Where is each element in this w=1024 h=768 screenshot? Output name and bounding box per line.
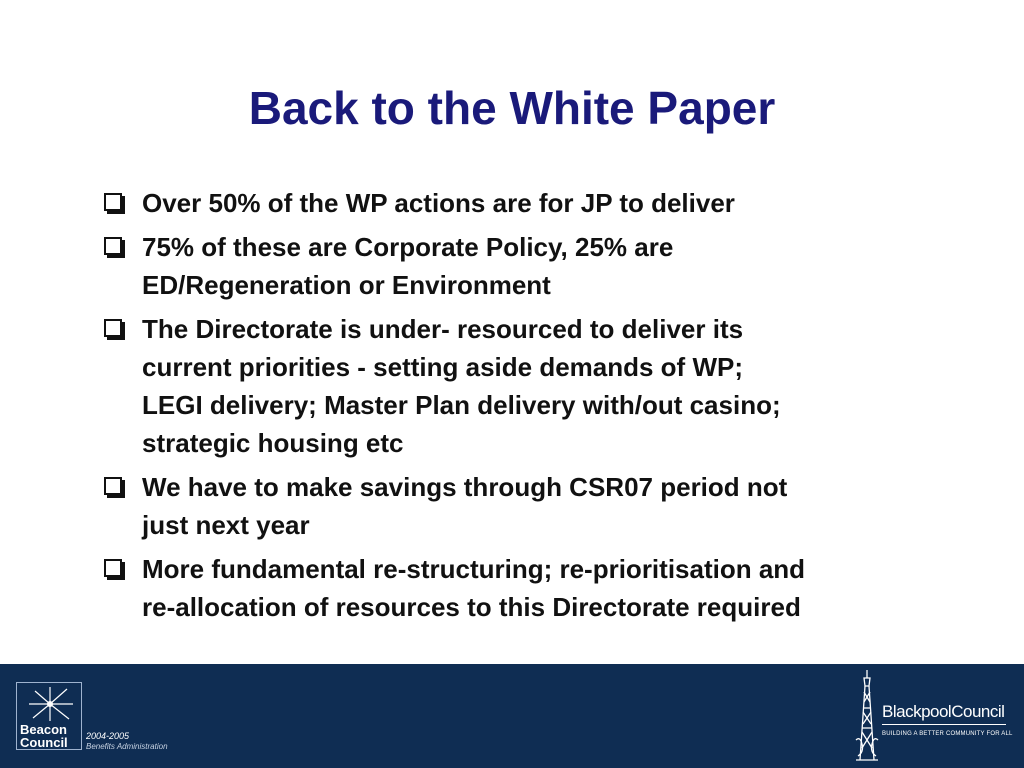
council-word: Council — [20, 735, 68, 750]
slide-title: Back to the White Paper — [248, 82, 776, 134]
bullet-line: Over 50% of the WP actions are for JP to deliver — [142, 188, 735, 218]
checkbox-square-icon — [104, 477, 122, 495]
star-burst-icon — [23, 687, 77, 721]
checkbox-square-icon — [104, 559, 122, 577]
bullet-line: The Directorate is under- resourced to deliver its — [142, 314, 744, 344]
checkbox-square-icon — [104, 193, 122, 211]
bullet-item — [104, 310, 964, 462]
bullet-line: 75% of these are Corporate Policy, 25% are — [142, 232, 674, 262]
checkbox-square-icon — [104, 319, 122, 337]
bullet-item — [104, 550, 964, 626]
bullet-line: strategic housing etc — [142, 428, 404, 458]
beacon-year: 2004-2005 — [86, 731, 130, 741]
bullet-line: ED/Regeneration or Environment — [142, 270, 551, 300]
checkbox-square-icon — [104, 237, 122, 255]
bullet-line: We have to make savings through CSR07 period not — [142, 472, 788, 502]
bullet-item — [104, 228, 964, 304]
divider — [882, 724, 1006, 725]
bullet-item — [104, 468, 964, 544]
beacon-subtitle: Benefits Administration — [86, 742, 168, 751]
blackpool-tagline: BUILDING A BETTER COMMUNITY FOR ALL — [882, 731, 1013, 737]
beacon-council-logo — [16, 682, 82, 750]
bullet-line: More fundamental re-structuring; re-prioritisation and — [142, 554, 806, 584]
bullet-line: LEGI delivery; Master Plan delivery with/out casino; — [142, 390, 781, 420]
bullet-list — [104, 184, 964, 632]
bullet-line: re-allocation of resources to this Directorate required — [142, 592, 801, 622]
blackpool-tower-icon — [854, 668, 880, 764]
bullet-item — [104, 184, 964, 222]
blackpool-council-name: BlackpoolCouncil — [882, 702, 1005, 721]
beacon-word: Beacon — [20, 722, 67, 737]
bullet-line: just next year — [142, 510, 310, 540]
bullet-line: current priorities - setting aside demands of WP; — [142, 352, 743, 382]
